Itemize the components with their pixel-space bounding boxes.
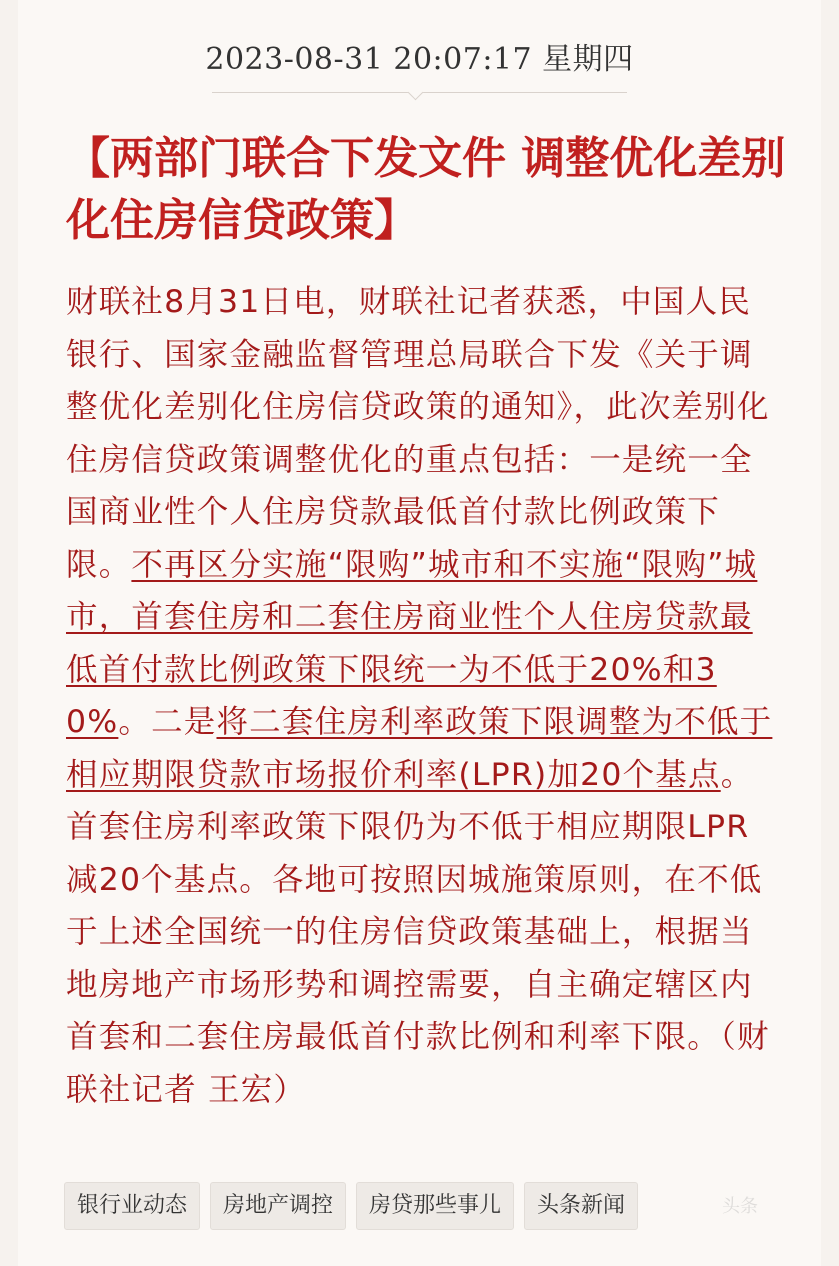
- tag-list: [64, 1182, 638, 1230]
- tag-headline-news[interactable]: 头条新闻: [524, 1182, 638, 1230]
- body-segment: 。首套住房利率政策下限仍为不低于相应期限LPR减20个基点。各地可按照因城施策原则，在不低于上述全国统一的住房信贷政策基础上，根据当地房地产市场形势和调控需要，自主确定辖区内首套和二套住房最低首付款比例和利率下限。（财联社记者 王宏）: [66, 756, 770, 1108]
- tag-banking-news[interactable]: 银行业动态: [64, 1182, 200, 1230]
- publish-datetime: 2023-08-31 20:07:17 星期四: [205, 42, 634, 77]
- tag-mortgage-matters[interactable]: 房贷那些事儿: [356, 1182, 514, 1230]
- tag-real-estate-regulation[interactable]: 房地产调控: [210, 1182, 346, 1230]
- article-title: 【两部门联合下发文件 调整优化差别化住房信贷政策】: [66, 133, 786, 246]
- body-segment: 。二是: [118, 704, 217, 740]
- article-body: [66, 276, 774, 1116]
- body-segment: 财联社8月31日电，财联社记者获悉，中国人民银行、国家金融监督管理总局联合下发《关于调整优化差别化住房信贷政策的通知》，此次差别化住房信贷政策调整优化的重点包括：一是统一全国商业性个人住房贷款最低首付款比例政策下限。: [66, 284, 770, 583]
- body-segment-underlined: 不再区分实施“限购”城市和不实施“限购”城市，首套住房和二套住房商业性个人住房贷款最低首付款比例政策下限统一为不低于20%和30%: [66, 546, 758, 740]
- body-segment-underlined: 将二套住房利率政策下限调整为不低于相应期限贷款市场报价利率(LPR)加20个基点: [66, 704, 773, 793]
- watermark: 头条: [722, 1196, 758, 1217]
